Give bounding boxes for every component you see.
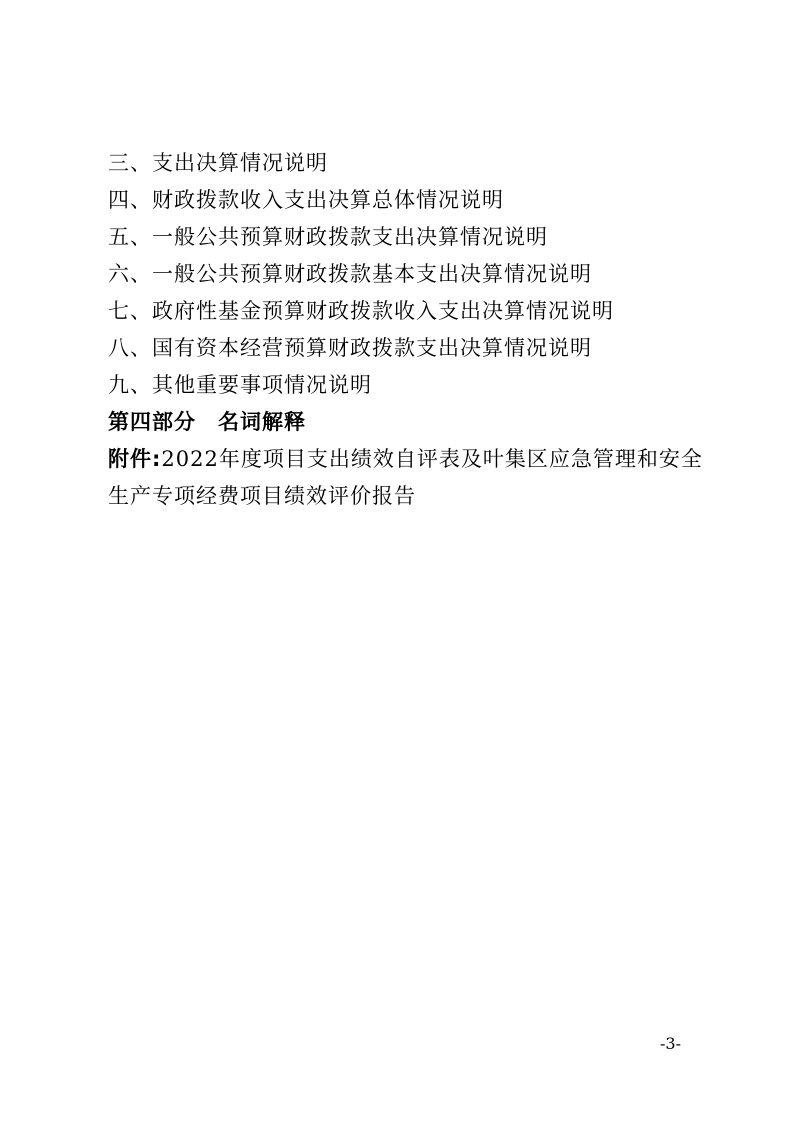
toc-item-7: 七、政府性基金预算财政拨款收入支出决算情况说明 [108, 299, 614, 323]
toc-item-8: 八、国有资本经营预算财政拨款支出决算情况说明 [108, 336, 592, 360]
attachment-text: 2022年度项目支出绩效自评表及叶集区应急管理和安全生产专项经费项目绩效评价报告 [108, 447, 703, 508]
toc-item-5: 五、一般公共预算财政拨款支出决算情况说明 [108, 225, 548, 249]
toc-item-3: 三、支出决算情况说明 [108, 151, 328, 175]
table-of-contents [108, 145, 708, 515]
toc-item-9: 九、其他重要事项情况说明 [108, 373, 372, 397]
attachment-entry [108, 441, 708, 515]
toc-item-6: 六、一般公共预算财政拨款基本支出决算情况说明 [108, 262, 592, 286]
page-number: -3- [660, 1034, 681, 1053]
toc-item-4: 四、财政拨款收入支出决算总体情况说明 [108, 188, 504, 212]
attachment-label: 附件: [108, 447, 162, 471]
part-four-heading: 第四部分 名词解释 [108, 410, 306, 434]
